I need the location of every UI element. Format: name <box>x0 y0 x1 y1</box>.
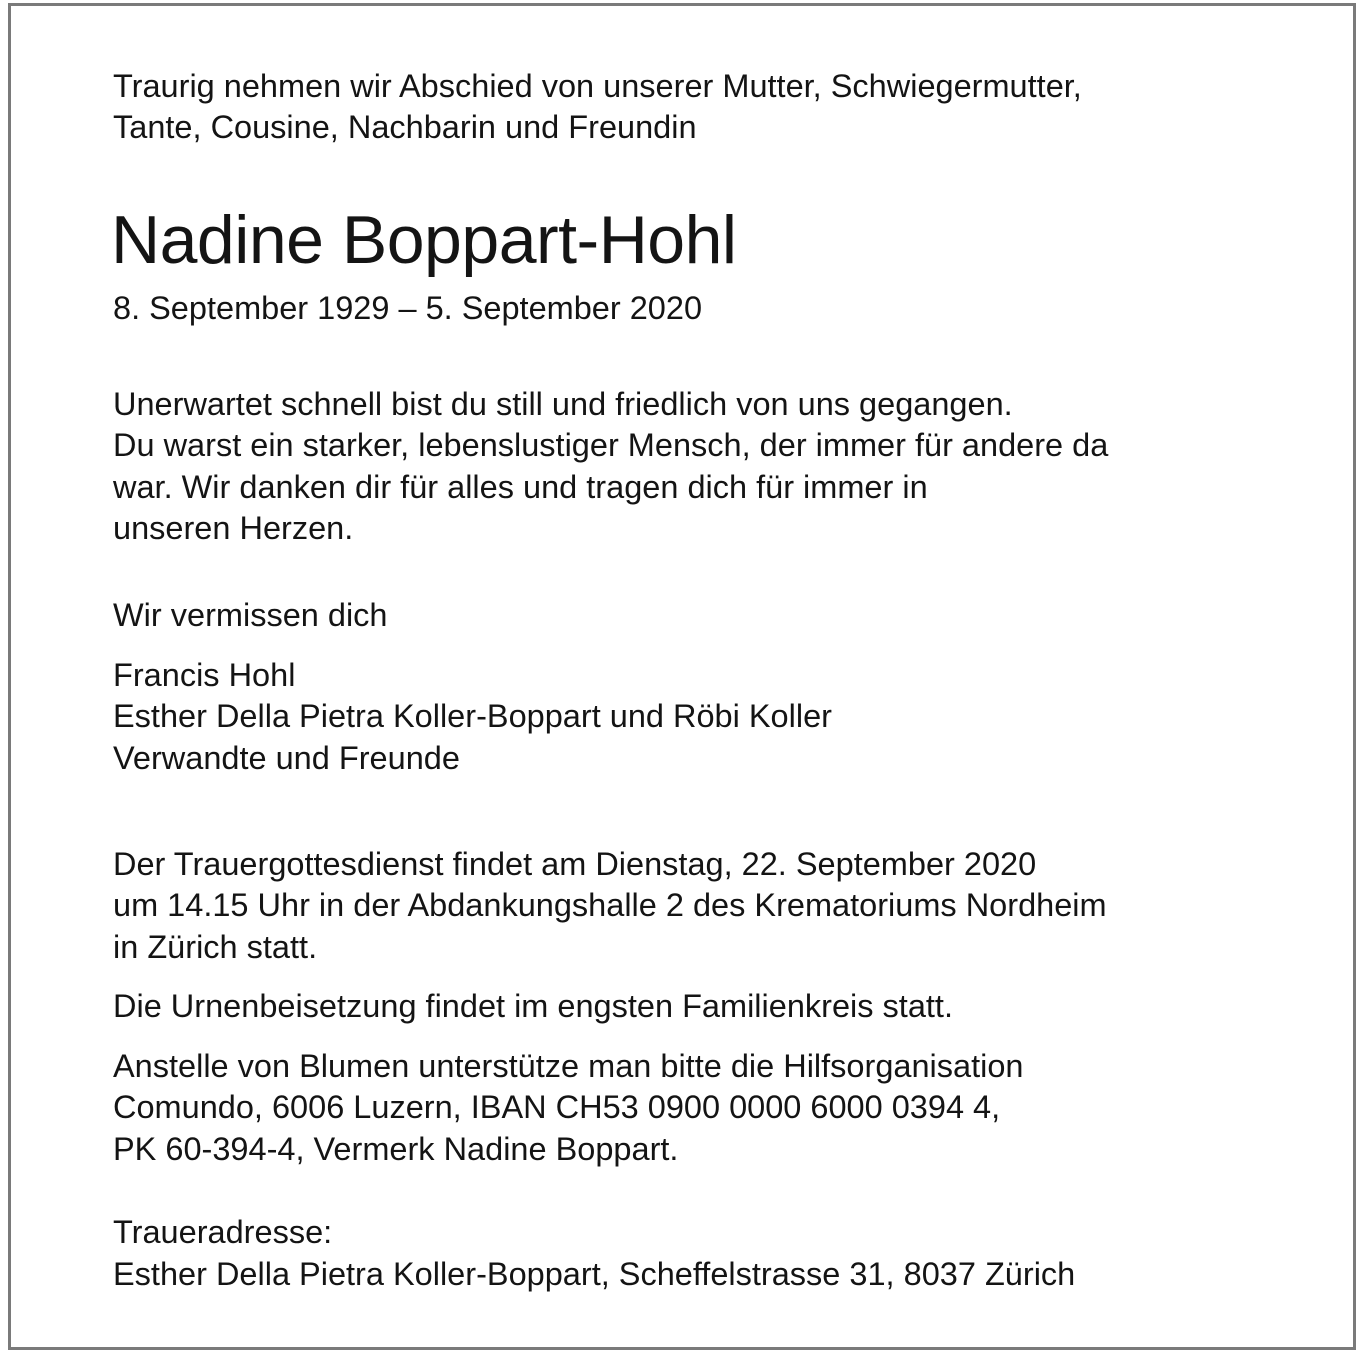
address-label: Traueradresse: <box>113 1214 333 1250</box>
message-line-2: Du warst ein starker, lebenslustiger Mensch, der immer für andere da <box>113 427 1109 463</box>
mourner-2: Esther Della Pietra Koller-Boppart und Röbi Koller <box>113 698 832 734</box>
missing-you: Wir vermissen dich <box>113 597 388 633</box>
deceased-name: Nadine Boppart-Hohl <box>111 202 737 278</box>
urn-burial: Die Urnenbeisetzung findet im engsten Familienkreis statt. <box>113 988 953 1024</box>
message-line-1: Unerwartet schnell bist du still und friedlich von uns gegangen. <box>113 386 1013 422</box>
mourner-1: Francis Hohl <box>113 657 296 693</box>
mourning-address: Esther Della Pietra Koller-Boppart, Scheffelstrasse 31, 8037 Zürich <box>113 1256 1076 1292</box>
message-line-4: unseren Herzen. <box>113 510 354 546</box>
donation-line-3: PK 60-394-4, Vermerk Nadine Boppart. <box>113 1131 679 1167</box>
message-line-3: war. Wir danken dir für alles und tragen dich für immer in <box>113 469 928 505</box>
life-dates: 8. September 1929 – 5. September 2020 <box>113 290 703 326</box>
intro-line-2: Tante, Cousine, Nachbarin und Freundin <box>113 109 697 145</box>
service-line-2: um 14.15 Uhr in der Abdankungshalle 2 des Krematoriums Nordheim <box>113 887 1107 923</box>
service-line-1: Der Trauergottesdienst findet am Dienstag, 22. September 2020 <box>113 846 1037 882</box>
donation-line-2: Comundo, 6006 Luzern, IBAN CH53 0900 0000 6000 0394 4, <box>113 1089 1001 1125</box>
mourner-3: Verwandte und Freunde <box>113 740 460 776</box>
intro-line-1: Traurig nehmen wir Abschied von unserer Mutter, Schwiegermutter, <box>113 68 1082 104</box>
service-line-3: in Zürich statt. <box>113 929 318 965</box>
donation-line-1: Anstelle von Blumen unterstütze man bitte die Hilfsorganisation <box>113 1048 1024 1084</box>
